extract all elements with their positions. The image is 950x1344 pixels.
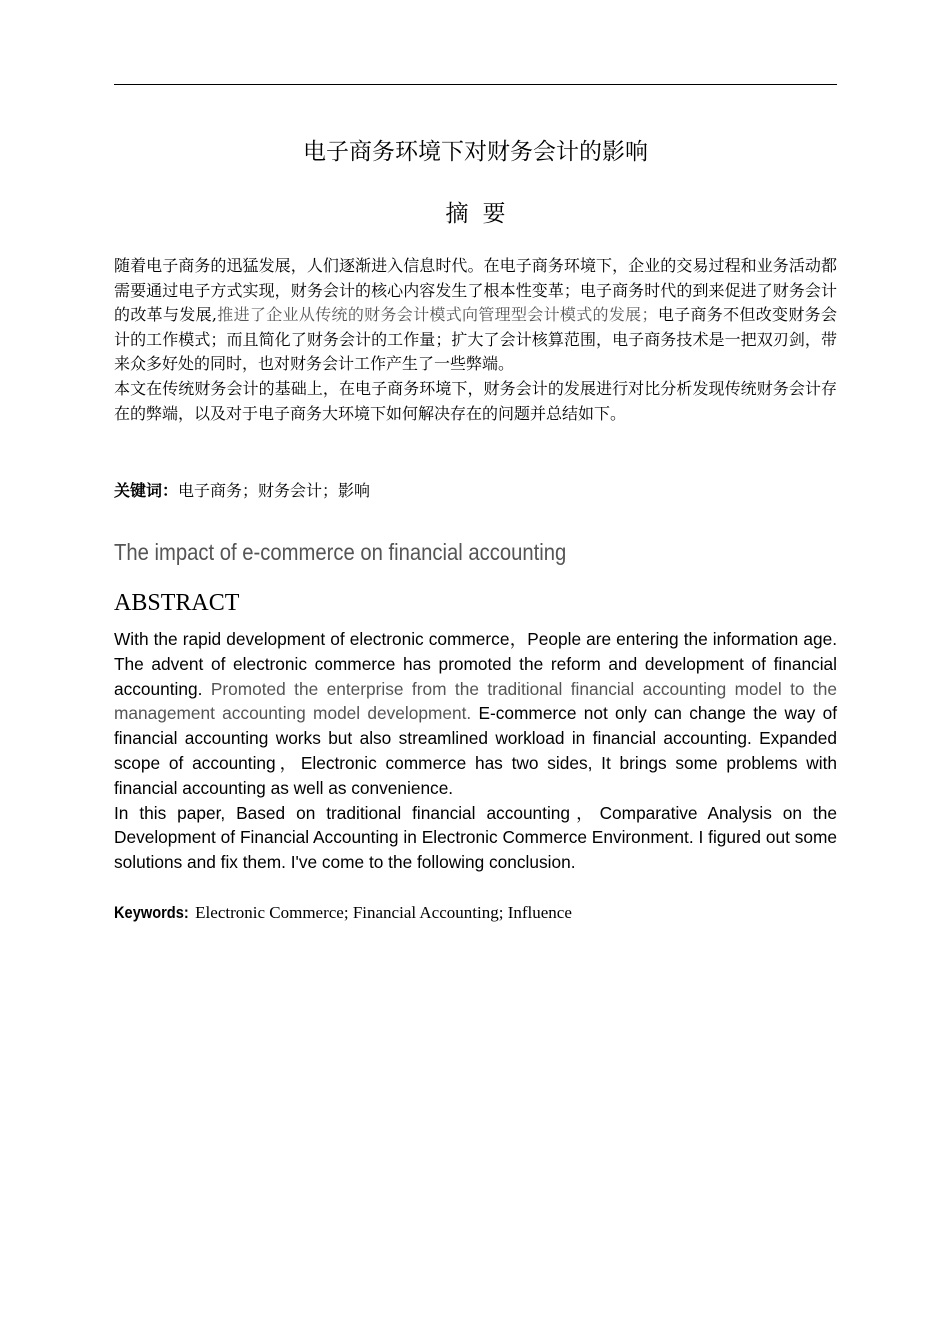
chinese-title: 电子商务环境下对财务会计的影响 [303,139,648,165]
english-abstract-heading: ABSTRACT [114,590,240,616]
chinese-keywords-value: 电子商务；财务会计；影响 [178,481,371,500]
english-title: The impact of e-commerce on financial accounting [114,539,567,565]
chinese-abstract-body [114,254,837,426]
chinese-abstract-paragraph-2: 本文在传统财务会计的基础上，在电子商务环境下，财务会计的发展进行对比分析发现传统财务会计存在的弊端，以及对于电子商务大环境下如何解决存在的问题并总结如下。 [114,378,837,423]
english-paragraph-1-part-1: With the rapid development of electronic commerce，People are entering the information age. The advent of electronic commerce has promoted the reform and development of financial accounting. [114,629,837,699]
english-keywords [114,901,837,925]
english-keywords-value: Electronic Commerce; Financial Accounting; Influence [190,903,572,922]
english-abstract-body [114,627,837,875]
english-keywords-label: Keywords: [114,903,189,922]
chinese-abstract-heading: 摘要 [445,201,520,227]
english-paragraph-1-part-3: E-commerce not only can change the way of financial accounting works but also streamlined workload in financial accounting. Expanded scope of accounting，Electronic commerce has two sides, It brings some problems with financial accounting as well as convenience. [114,703,837,798]
chinese-keywords [114,479,837,503]
chinese-paragraph-1-part-1: 随着电子商务的迅猛发展，人们逐渐进入信息时代。在电子商务环境下，企业的交易过程和业务活动都需要通过电子方式实现，财务会计的核心内容发生了根本性变革；电子商务时代的到来促进了财务会计的改革与发展, [114,256,837,325]
chinese-paragraph-1-part-3: 电子商务不但改变财务会计的工作模式；而且简化了财务会计的工作量；扩大了会计核算范围，电子商务技术是一把双刃剑，带来众多好处的同时，也对财务会计工作产生了一些弊端。 [114,305,837,374]
chinese-keywords-label: 关键词： [114,481,179,500]
english-abstract-paragraph-2: In this paper, Based on traditional financial accounting，Comparative Analysis on the Development of Financial Accounting in Electronic Commerce Environment. I figured out some solutions and fix them. I've come to the following conclusion. [114,802,837,873]
chinese-paragraph-1-part-2: 推进了企业从传统的财务会计模式向管理型会计模式的发展； [216,305,658,325]
english-paragraph-1-part-2: Promoted the enterprise from the traditional financial accounting model to the management accounting model development. [114,678,837,724]
header-rule [114,84,837,85]
english-abstract-paragraph-1 [114,627,837,801]
chinese-abstract-paragraph-1 [114,254,837,377]
